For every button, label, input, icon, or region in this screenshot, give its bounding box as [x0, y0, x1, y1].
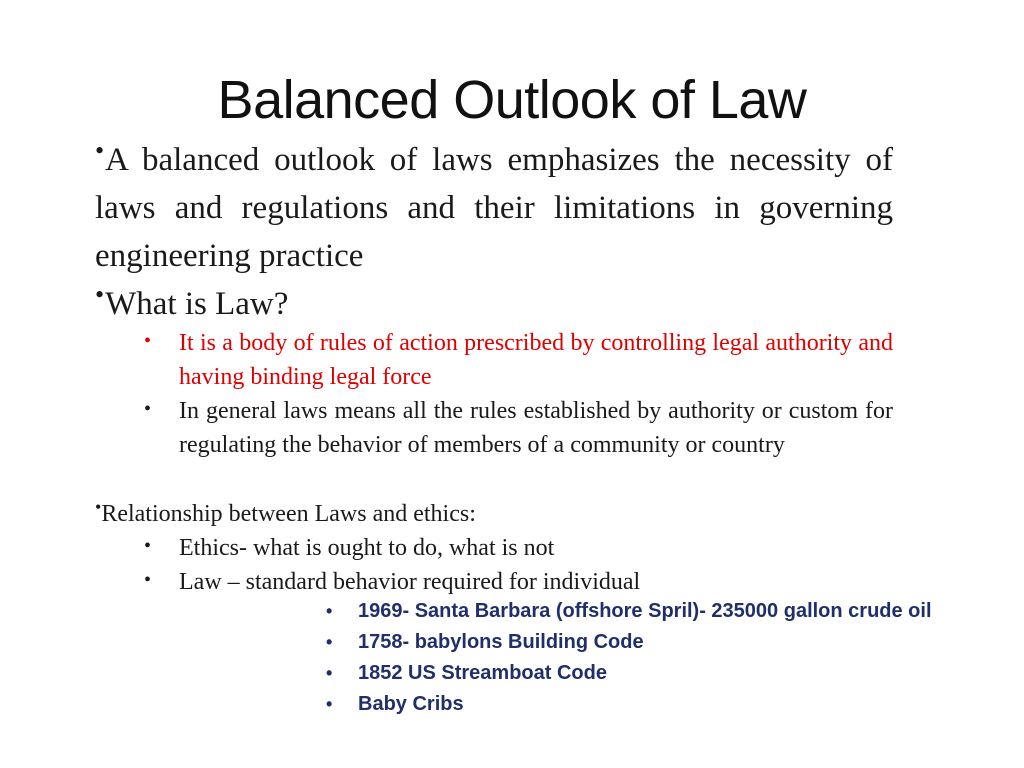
example-text: 1758- babylons Building Code [358, 631, 644, 653]
bullet-text: A balanced outlook of laws emphasizes the necessity of laws and regulations and their limitations in governing engineering practice [95, 142, 893, 274]
bullet-dot-icon: • [95, 497, 102, 517]
sub-bullet-text: It is a body of rules of action prescribed by controlling legal authority and having binding legal force [179, 330, 893, 390]
bullet-dot-icon: • [95, 136, 105, 165]
sub-bullet-law-standard [144, 565, 893, 599]
example-text: Baby Cribs [358, 693, 464, 715]
bullet-what-is-law [95, 280, 893, 328]
example-text: 1852 US Streamboat Code [358, 662, 607, 684]
sub-bullet-text: In general laws means all the rules established by authority or custom for regulating the behavior of members of a community or country [179, 398, 893, 458]
example-item [326, 689, 464, 719]
bullet-balanced-outlook [95, 136, 893, 280]
bullet-dot-icon: • [144, 330, 152, 352]
slide-title: Balanced Outlook of Law [217, 70, 807, 130]
bullet-dot-icon: • [326, 601, 333, 621]
sub-bullet-ethics [144, 531, 893, 565]
bullet-dot-icon: • [326, 694, 333, 714]
bullet-relationship [95, 497, 476, 531]
sub-bullet-law-general [144, 394, 893, 462]
bullet-dot-icon: • [144, 569, 152, 591]
sub-bullet-law-definition [144, 326, 893, 394]
bullet-dot-icon: • [144, 398, 152, 420]
bullet-dot-icon: • [144, 535, 152, 557]
bullet-dot-icon: • [326, 663, 333, 683]
bullet-dot-icon: • [326, 632, 333, 652]
example-item [326, 627, 644, 657]
bullet-dot-icon: • [95, 280, 105, 309]
bullet-text: What is Law? [105, 286, 289, 322]
bullet-text: Relationship between Laws and ethics: [101, 501, 476, 527]
sub-bullet-text: Ethics- what is ought to do, what is not [179, 535, 555, 561]
example-item [326, 658, 607, 688]
sub-bullet-text: Law – standard behavior required for individual [179, 569, 641, 595]
example-text: 1969- Santa Barbara (offshore Spril)- 235000 gallon crude oil [358, 600, 932, 622]
example-item [326, 596, 932, 626]
